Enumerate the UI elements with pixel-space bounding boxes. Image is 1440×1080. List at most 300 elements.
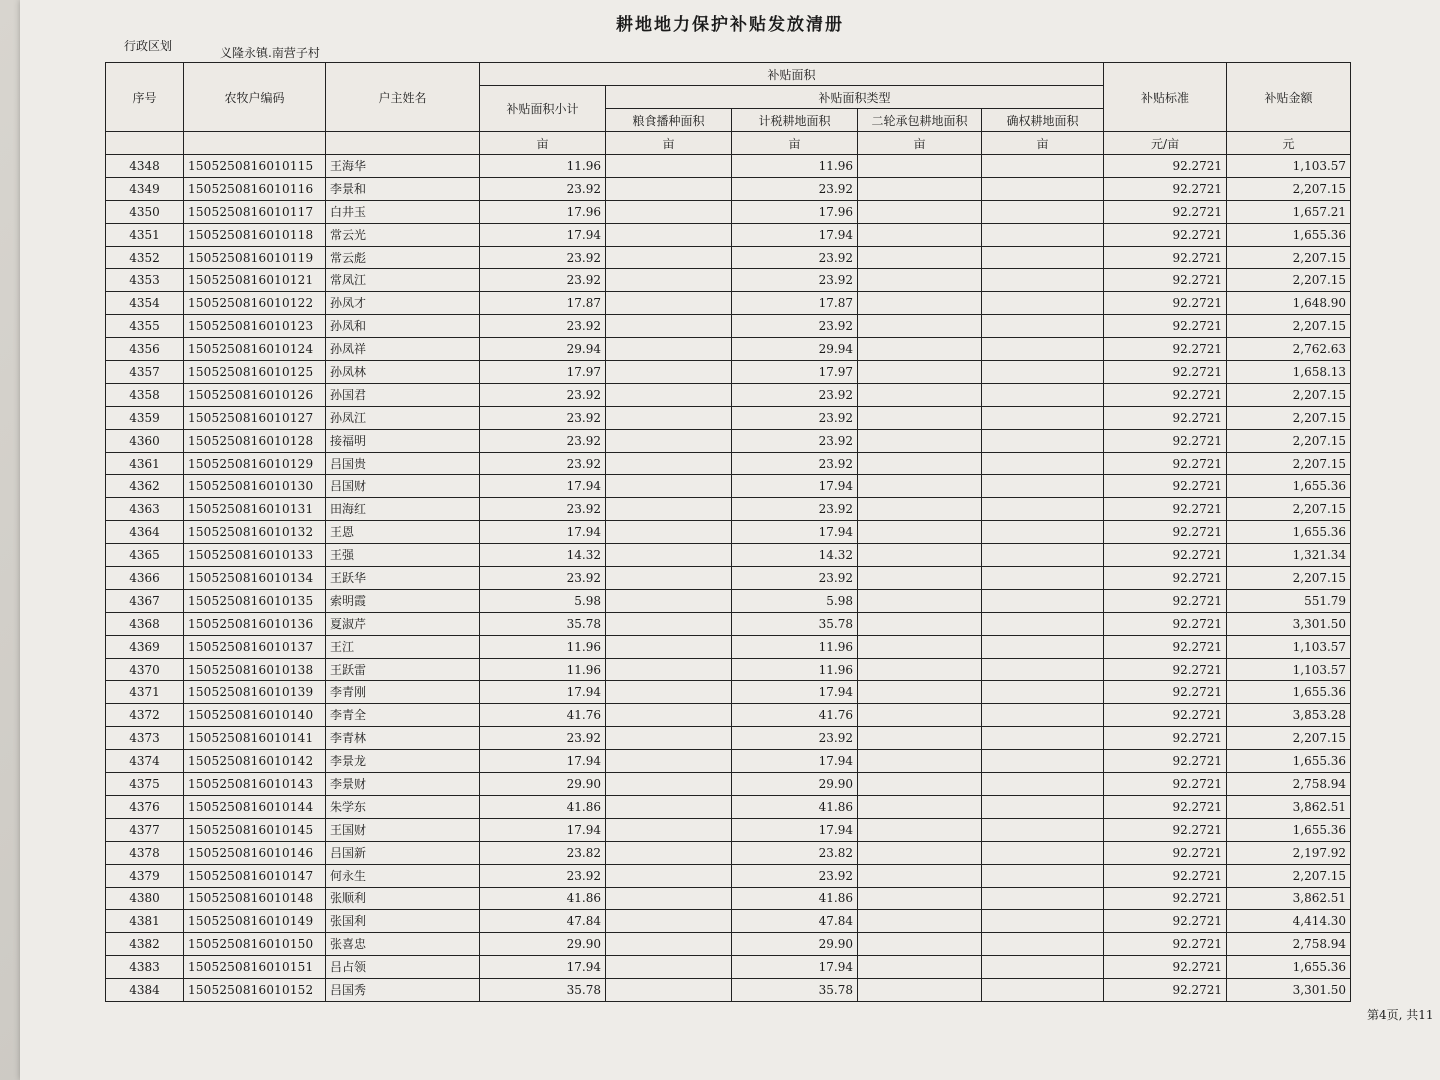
table-row (106, 406, 1351, 429)
row-contract-area (858, 589, 982, 612)
row-standard: 92.2721 (1104, 818, 1227, 841)
row-grain-area (606, 612, 732, 635)
row-seq: 4380 (106, 887, 184, 910)
header-grain-area: 粮食播种面积 (606, 109, 732, 132)
row-confirmed-area (982, 841, 1104, 864)
table-row (106, 704, 1351, 727)
header-subsidy-area: 补贴面积 (480, 63, 1104, 86)
row-area-subtotal: 17.94 (480, 223, 606, 246)
unit-confirmed: 亩 (982, 132, 1104, 155)
row-household-code: 1505250816010132 (184, 521, 326, 544)
row-grain-area (606, 818, 732, 841)
row-head-name: 王恩 (326, 521, 480, 544)
row-seq: 4350 (106, 200, 184, 223)
row-amount: 2,207.15 (1227, 177, 1351, 200)
row-contract-area (858, 200, 982, 223)
table-header (106, 63, 1351, 155)
row-confirmed-area (982, 521, 1104, 544)
row-tax-area: 17.94 (732, 818, 858, 841)
row-head-name: 白井玉 (326, 200, 480, 223)
row-standard: 92.2721 (1104, 475, 1227, 498)
row-head-name: 常云光 (326, 223, 480, 246)
row-grain-area (606, 200, 732, 223)
row-standard: 92.2721 (1104, 544, 1227, 567)
row-amount: 1,658.13 (1227, 361, 1351, 384)
row-standard: 92.2721 (1104, 841, 1227, 864)
row-seq: 4368 (106, 612, 184, 635)
row-contract-area (858, 177, 982, 200)
row-area-subtotal: 29.90 (480, 773, 606, 796)
row-household-code: 1505250816010126 (184, 383, 326, 406)
row-seq: 4348 (106, 155, 184, 178)
row-standard: 92.2721 (1104, 200, 1227, 223)
row-seq: 4365 (106, 544, 184, 567)
row-head-name: 田海红 (326, 498, 480, 521)
row-confirmed-area (982, 498, 1104, 521)
row-household-code: 1505250816010115 (184, 155, 326, 178)
row-seq: 4381 (106, 910, 184, 933)
row-grain-area (606, 681, 732, 704)
row-seq: 4369 (106, 635, 184, 658)
row-grain-area (606, 795, 732, 818)
row-head-name: 吕国新 (326, 841, 480, 864)
row-head-name: 吕国财 (326, 475, 480, 498)
row-contract-area (858, 727, 982, 750)
row-household-code: 1505250816010135 (184, 589, 326, 612)
row-household-code: 1505250816010140 (184, 704, 326, 727)
row-tax-area: 23.92 (732, 383, 858, 406)
row-amount: 1,321.34 (1227, 544, 1351, 567)
row-household-code: 1505250816010149 (184, 910, 326, 933)
row-contract-area (858, 338, 982, 361)
row-confirmed-area (982, 635, 1104, 658)
row-seq: 4351 (106, 223, 184, 246)
unit-standard: 元/亩 (1104, 132, 1227, 155)
row-area-subtotal: 5.98 (480, 589, 606, 612)
row-amount: 3,301.50 (1227, 612, 1351, 635)
row-household-code: 1505250816010117 (184, 200, 326, 223)
row-standard: 92.2721 (1104, 864, 1227, 887)
row-confirmed-area (982, 429, 1104, 452)
table-row (106, 887, 1351, 910)
row-grain-area (606, 933, 732, 956)
row-head-name: 王强 (326, 544, 480, 567)
row-confirmed-area (982, 750, 1104, 773)
row-tax-area: 29.90 (732, 773, 858, 796)
row-amount: 3,301.50 (1227, 979, 1351, 1002)
row-confirmed-area (982, 567, 1104, 590)
row-confirmed-area (982, 956, 1104, 979)
row-confirmed-area (982, 773, 1104, 796)
row-standard: 92.2721 (1104, 315, 1227, 338)
row-head-name: 孙凤林 (326, 361, 480, 384)
row-tax-area: 17.94 (732, 223, 858, 246)
row-amount: 2,207.15 (1227, 567, 1351, 590)
row-area-subtotal: 41.86 (480, 887, 606, 910)
row-amount: 2,207.15 (1227, 246, 1351, 269)
row-tax-area: 23.92 (732, 177, 858, 200)
row-head-name: 李景财 (326, 773, 480, 796)
row-contract-area (858, 361, 982, 384)
row-contract-area (858, 750, 982, 773)
row-contract-area (858, 956, 982, 979)
row-confirmed-area (982, 338, 1104, 361)
row-amount: 3,862.51 (1227, 795, 1351, 818)
row-household-code: 1505250816010125 (184, 361, 326, 384)
row-seq: 4383 (106, 956, 184, 979)
row-seq: 4364 (106, 521, 184, 544)
row-grain-area (606, 567, 732, 590)
row-tax-area: 23.92 (732, 315, 858, 338)
row-area-subtotal: 41.86 (480, 795, 606, 818)
row-standard: 92.2721 (1104, 727, 1227, 750)
row-area-subtotal: 11.96 (480, 155, 606, 178)
row-standard: 92.2721 (1104, 246, 1227, 269)
row-head-name: 王江 (326, 635, 480, 658)
table-row (106, 429, 1351, 452)
row-confirmed-area (982, 292, 1104, 315)
row-seq: 4367 (106, 589, 184, 612)
row-tax-area: 17.87 (732, 292, 858, 315)
table-row (106, 155, 1351, 178)
row-tax-area: 11.96 (732, 635, 858, 658)
table-body (106, 155, 1351, 1002)
row-standard: 92.2721 (1104, 269, 1227, 292)
row-tax-area: 23.92 (732, 727, 858, 750)
row-head-name: 王跃雷 (326, 658, 480, 681)
row-amount: 2,197.92 (1227, 841, 1351, 864)
row-standard: 92.2721 (1104, 361, 1227, 384)
row-confirmed-area (982, 795, 1104, 818)
row-seq: 4349 (106, 177, 184, 200)
table-row (106, 589, 1351, 612)
unit-tax: 亩 (732, 132, 858, 155)
row-household-code: 1505250816010151 (184, 956, 326, 979)
row-area-subtotal: 17.87 (480, 292, 606, 315)
row-amount: 2,758.94 (1227, 933, 1351, 956)
row-grain-area (606, 361, 732, 384)
row-household-code: 1505250816010133 (184, 544, 326, 567)
table-row (106, 452, 1351, 475)
row-contract-area (858, 795, 982, 818)
row-contract-area (858, 475, 982, 498)
row-household-code: 1505250816010118 (184, 223, 326, 246)
row-amount: 2,207.15 (1227, 727, 1351, 750)
row-tax-area: 41.86 (732, 795, 858, 818)
row-standard: 92.2721 (1104, 956, 1227, 979)
table-row (106, 315, 1351, 338)
row-tax-area: 47.84 (732, 910, 858, 933)
row-household-code: 1505250816010116 (184, 177, 326, 200)
row-area-subtotal: 35.78 (480, 612, 606, 635)
row-household-code: 1505250816010146 (184, 841, 326, 864)
row-contract-area (858, 544, 982, 567)
row-amount: 4,414.30 (1227, 910, 1351, 933)
row-seq: 4360 (106, 429, 184, 452)
row-grain-area (606, 841, 732, 864)
table-row (106, 612, 1351, 635)
row-amount: 1,655.36 (1227, 750, 1351, 773)
unit-blank (184, 132, 326, 155)
row-area-subtotal: 41.76 (480, 704, 606, 727)
row-tax-area: 17.96 (732, 200, 858, 223)
row-tax-area: 35.78 (732, 612, 858, 635)
header-seq: 序号 (106, 63, 184, 132)
row-seq: 4379 (106, 864, 184, 887)
row-confirmed-area (982, 544, 1104, 567)
row-head-name: 孙国君 (326, 383, 480, 406)
table-row (106, 773, 1351, 796)
region-label: 行政区划 (124, 40, 173, 53)
row-contract-area (858, 979, 982, 1002)
row-area-subtotal: 14.32 (480, 544, 606, 567)
row-standard: 92.2721 (1104, 795, 1227, 818)
table-row (106, 521, 1351, 544)
row-area-subtotal: 17.94 (480, 750, 606, 773)
row-standard: 92.2721 (1104, 338, 1227, 361)
header-head-name: 户主姓名 (326, 63, 480, 132)
row-grain-area (606, 704, 732, 727)
row-standard: 92.2721 (1104, 979, 1227, 1002)
row-confirmed-area (982, 681, 1104, 704)
table-row (106, 544, 1351, 567)
row-household-code: 1505250816010147 (184, 864, 326, 887)
row-area-subtotal: 17.97 (480, 361, 606, 384)
row-confirmed-area (982, 864, 1104, 887)
table-row (106, 361, 1351, 384)
row-area-subtotal: 23.92 (480, 452, 606, 475)
row-seq: 4363 (106, 498, 184, 521)
row-household-code: 1505250816010121 (184, 269, 326, 292)
row-standard: 92.2721 (1104, 658, 1227, 681)
row-contract-area (858, 429, 982, 452)
row-confirmed-area (982, 223, 1104, 246)
row-amount: 3,862.51 (1227, 887, 1351, 910)
row-head-name: 张国利 (326, 910, 480, 933)
row-confirmed-area (982, 589, 1104, 612)
row-confirmed-area (982, 315, 1104, 338)
unit-contract: 亩 (858, 132, 982, 155)
row-grain-area (606, 498, 732, 521)
table-row (106, 910, 1351, 933)
row-household-code: 1505250816010122 (184, 292, 326, 315)
row-head-name: 王跃华 (326, 567, 480, 590)
row-tax-area: 35.78 (732, 979, 858, 1002)
row-contract-area (858, 704, 982, 727)
row-area-subtotal: 23.92 (480, 864, 606, 887)
row-amount: 1,103.57 (1227, 155, 1351, 178)
row-seq: 4358 (106, 383, 184, 406)
row-household-code: 1505250816010144 (184, 795, 326, 818)
row-area-subtotal: 17.94 (480, 818, 606, 841)
table-row (106, 864, 1351, 887)
row-seq: 4377 (106, 818, 184, 841)
table-row (106, 750, 1351, 773)
row-tax-area: 17.94 (732, 956, 858, 979)
row-confirmed-area (982, 475, 1104, 498)
unit-subtotal: 亩 (480, 132, 606, 155)
row-standard: 92.2721 (1104, 750, 1227, 773)
row-grain-area (606, 658, 732, 681)
row-standard: 92.2721 (1104, 910, 1227, 933)
row-confirmed-area (982, 269, 1104, 292)
row-area-subtotal: 35.78 (480, 979, 606, 1002)
table-row (106, 681, 1351, 704)
unit-blank (106, 132, 184, 155)
row-contract-area (858, 246, 982, 269)
row-household-code: 1505250816010141 (184, 727, 326, 750)
row-head-name: 朱学东 (326, 795, 480, 818)
row-grain-area (606, 292, 732, 315)
row-confirmed-area (982, 704, 1104, 727)
row-amount: 2,207.15 (1227, 383, 1351, 406)
row-standard: 92.2721 (1104, 177, 1227, 200)
row-area-subtotal: 23.92 (480, 406, 606, 429)
row-tax-area: 11.96 (732, 155, 858, 178)
row-contract-area (858, 635, 982, 658)
row-head-name: 张喜忠 (326, 933, 480, 956)
row-amount: 1,655.36 (1227, 223, 1351, 246)
row-confirmed-area (982, 452, 1104, 475)
row-grain-area (606, 338, 732, 361)
row-seq: 4354 (106, 292, 184, 315)
row-grain-area (606, 315, 732, 338)
row-household-code: 1505250816010134 (184, 567, 326, 590)
row-contract-area (858, 292, 982, 315)
row-seq: 4374 (106, 750, 184, 773)
table-row (106, 246, 1351, 269)
row-household-code: 1505250816010127 (184, 406, 326, 429)
row-grain-area (606, 750, 732, 773)
row-head-name: 张顺利 (326, 887, 480, 910)
table-row (106, 933, 1351, 956)
row-head-name: 李青全 (326, 704, 480, 727)
row-contract-area (858, 406, 982, 429)
table-row (106, 727, 1351, 750)
row-area-subtotal: 23.92 (480, 498, 606, 521)
row-household-code: 1505250816010150 (184, 933, 326, 956)
row-seq: 4372 (106, 704, 184, 727)
row-standard: 92.2721 (1104, 681, 1227, 704)
row-confirmed-area (982, 406, 1104, 429)
row-standard: 92.2721 (1104, 589, 1227, 612)
row-head-name: 孙凤祥 (326, 338, 480, 361)
row-tax-area: 23.82 (732, 841, 858, 864)
row-standard: 92.2721 (1104, 567, 1227, 590)
row-tax-area: 23.92 (732, 452, 858, 475)
row-head-name: 常云彪 (326, 246, 480, 269)
row-tax-area: 29.90 (732, 933, 858, 956)
table-row (106, 177, 1351, 200)
row-amount: 1,648.90 (1227, 292, 1351, 315)
row-tax-area: 41.76 (732, 704, 858, 727)
row-household-code: 1505250816010137 (184, 635, 326, 658)
row-household-code: 1505250816010148 (184, 887, 326, 910)
table-row (106, 818, 1351, 841)
row-standard: 92.2721 (1104, 704, 1227, 727)
subsidy-table (105, 62, 1351, 1002)
row-seq: 4361 (106, 452, 184, 475)
row-contract-area (858, 887, 982, 910)
row-amount: 2,207.15 (1227, 269, 1351, 292)
row-area-subtotal: 23.92 (480, 383, 606, 406)
row-grain-area (606, 864, 732, 887)
header-contract-area: 二轮承包耕地面积 (858, 109, 982, 132)
row-tax-area: 29.94 (732, 338, 858, 361)
header-standard: 补贴标准 (1104, 63, 1227, 132)
row-standard: 92.2721 (1104, 292, 1227, 315)
row-amount: 1,655.36 (1227, 475, 1351, 498)
row-grain-area (606, 979, 732, 1002)
row-area-subtotal: 23.92 (480, 567, 606, 590)
row-tax-area: 17.94 (732, 750, 858, 773)
row-grain-area (606, 429, 732, 452)
row-tax-area: 23.92 (732, 406, 858, 429)
row-area-subtotal: 23.92 (480, 246, 606, 269)
row-amount: 1,655.36 (1227, 956, 1351, 979)
row-household-code: 1505250816010129 (184, 452, 326, 475)
row-standard: 92.2721 (1104, 429, 1227, 452)
row-head-name: 接福明 (326, 429, 480, 452)
row-tax-area: 23.92 (732, 864, 858, 887)
row-head-name: 李景龙 (326, 750, 480, 773)
table-row (106, 795, 1351, 818)
row-amount: 2,207.15 (1227, 498, 1351, 521)
row-head-name: 李青刚 (326, 681, 480, 704)
row-area-subtotal: 11.96 (480, 658, 606, 681)
row-seq: 4356 (106, 338, 184, 361)
row-amount: 2,758.94 (1227, 773, 1351, 796)
row-area-subtotal: 11.96 (480, 635, 606, 658)
header-amount: 补贴金额 (1227, 63, 1351, 132)
row-confirmed-area (982, 658, 1104, 681)
row-contract-area (858, 155, 982, 178)
row-standard: 92.2721 (1104, 933, 1227, 956)
row-tax-area: 17.94 (732, 681, 858, 704)
row-household-code: 1505250816010131 (184, 498, 326, 521)
row-amount: 1,655.36 (1227, 521, 1351, 544)
table-row (106, 383, 1351, 406)
row-area-subtotal: 17.94 (480, 521, 606, 544)
row-head-name: 索明霞 (326, 589, 480, 612)
row-household-code: 1505250816010152 (184, 979, 326, 1002)
table-row (106, 635, 1351, 658)
row-grain-area (606, 246, 732, 269)
row-contract-area (858, 773, 982, 796)
row-confirmed-area (982, 887, 1104, 910)
row-amount: 2,207.15 (1227, 406, 1351, 429)
row-seq: 4375 (106, 773, 184, 796)
row-seq: 4384 (106, 979, 184, 1002)
row-area-subtotal: 17.94 (480, 956, 606, 979)
row-household-code: 1505250816010136 (184, 612, 326, 635)
row-contract-area (858, 567, 982, 590)
row-area-subtotal: 17.94 (480, 475, 606, 498)
row-tax-area: 17.94 (732, 521, 858, 544)
row-confirmed-area (982, 200, 1104, 223)
row-amount: 2,207.15 (1227, 864, 1351, 887)
row-standard: 92.2721 (1104, 498, 1227, 521)
table-row (106, 979, 1351, 1002)
row-area-subtotal: 29.94 (480, 338, 606, 361)
row-contract-area (858, 315, 982, 338)
unit-grain: 亩 (606, 132, 732, 155)
row-seq: 4366 (106, 567, 184, 590)
row-contract-area (858, 269, 982, 292)
row-confirmed-area (982, 177, 1104, 200)
table-row (106, 269, 1351, 292)
row-contract-area (858, 498, 982, 521)
